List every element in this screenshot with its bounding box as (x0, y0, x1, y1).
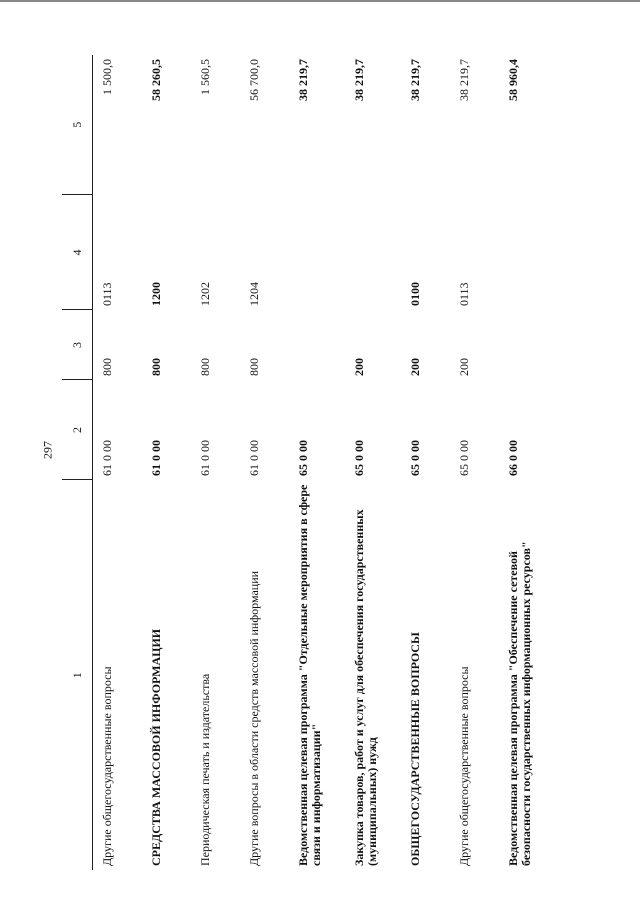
row-name: Периодическая печать и издательства (198, 673, 212, 866)
rotated-table-page (62, 55, 532, 870)
row-expense-type: 800 (198, 358, 212, 376)
row-name: Другие вопросы в области средств массовой информации (247, 570, 261, 866)
row-amount: 38 219,7 (457, 59, 471, 101)
row-amount: 58 260,5 (149, 59, 163, 101)
row-amount: 38 219,7 (408, 59, 422, 101)
table-row (191, 55, 240, 870)
row-name: Ведомственная целевая программа "Отдельные мероприятия в сфере связи и информатизации" (296, 484, 323, 866)
table-row (142, 55, 191, 870)
row-expense-type: 800 (100, 358, 114, 376)
row-expense-type: 800 (149, 358, 163, 376)
row-target-code: 61 0 00 (198, 440, 212, 476)
row-name: СРЕДСТВА МАССОВОЙ ИНФОРМАЦИИ (149, 628, 163, 866)
table-row (499, 55, 567, 870)
table-header-row (62, 55, 93, 870)
header-col-3: 3 (62, 310, 93, 380)
row-name: ОБЩЕГОСУДАРСТВЕННЫЕ ВОПРОСЫ (408, 632, 422, 866)
header-col-2: 2 (62, 380, 93, 480)
row-amount: 56 700,0 (247, 59, 261, 101)
table-row (93, 55, 143, 870)
row-section-code: 1200 (149, 282, 163, 306)
row-target-code: 66 0 00 (506, 440, 520, 476)
row-target-code: 61 0 00 (149, 440, 163, 476)
row-name: Закупка товаров, работ и услуг для обеспечения государственных (муниципальных) нужд (352, 509, 379, 866)
header-col-5: 5 (62, 55, 93, 195)
table-row (289, 55, 345, 870)
page-number: 297 (40, 441, 55, 459)
row-target-code: 65 0 00 (457, 440, 471, 476)
row-section-code: 0113 (100, 282, 114, 306)
row-expense-type: 200 (457, 358, 471, 376)
row-section-code: 1204 (247, 282, 261, 306)
table-row (240, 55, 289, 870)
row-target-code: 65 0 00 (408, 440, 422, 476)
row-section-code: 0113 (457, 282, 471, 306)
table-row (345, 55, 401, 870)
row-expense-type: 800 (247, 358, 261, 376)
table-row (450, 55, 499, 870)
row-amount: 58 960,4 (506, 59, 520, 101)
row-section-code: 0100 (408, 282, 422, 306)
row-name: Ведомственная целевая программа "Обеспечение сетевой безопасности государственных информационных ресурсов" (506, 541, 533, 866)
row-target-code: 65 0 00 (352, 440, 366, 476)
row-section-code (345, 195, 401, 310)
table-row (401, 55, 450, 870)
row-section-code (289, 195, 345, 310)
row-name: Другие общегосударственные вопросы (457, 666, 471, 866)
row-amount: 38 219,7 (352, 59, 366, 101)
row-section-code: 1202 (198, 282, 212, 306)
row-amount: 1 560,5 (198, 59, 212, 95)
row-expense-type (499, 310, 567, 380)
row-expense-type (289, 310, 345, 380)
budget-table (62, 55, 567, 870)
top-rule (0, 0, 640, 2)
row-target-code: 61 0 00 (100, 440, 114, 476)
row-target-code: 65 0 00 (296, 440, 310, 476)
header-col-4: 4 (62, 195, 93, 310)
row-section-code (499, 195, 567, 310)
row-target-code: 61 0 00 (247, 440, 261, 476)
row-expense-type: 200 (408, 358, 422, 376)
row-name: Другие общегосударственные вопросы (100, 666, 114, 866)
row-expense-type: 200 (352, 358, 366, 376)
header-col-1: 1 (62, 480, 93, 870)
row-amount: 38 219,7 (296, 59, 310, 101)
row-amount: 1 500,0 (100, 59, 114, 95)
